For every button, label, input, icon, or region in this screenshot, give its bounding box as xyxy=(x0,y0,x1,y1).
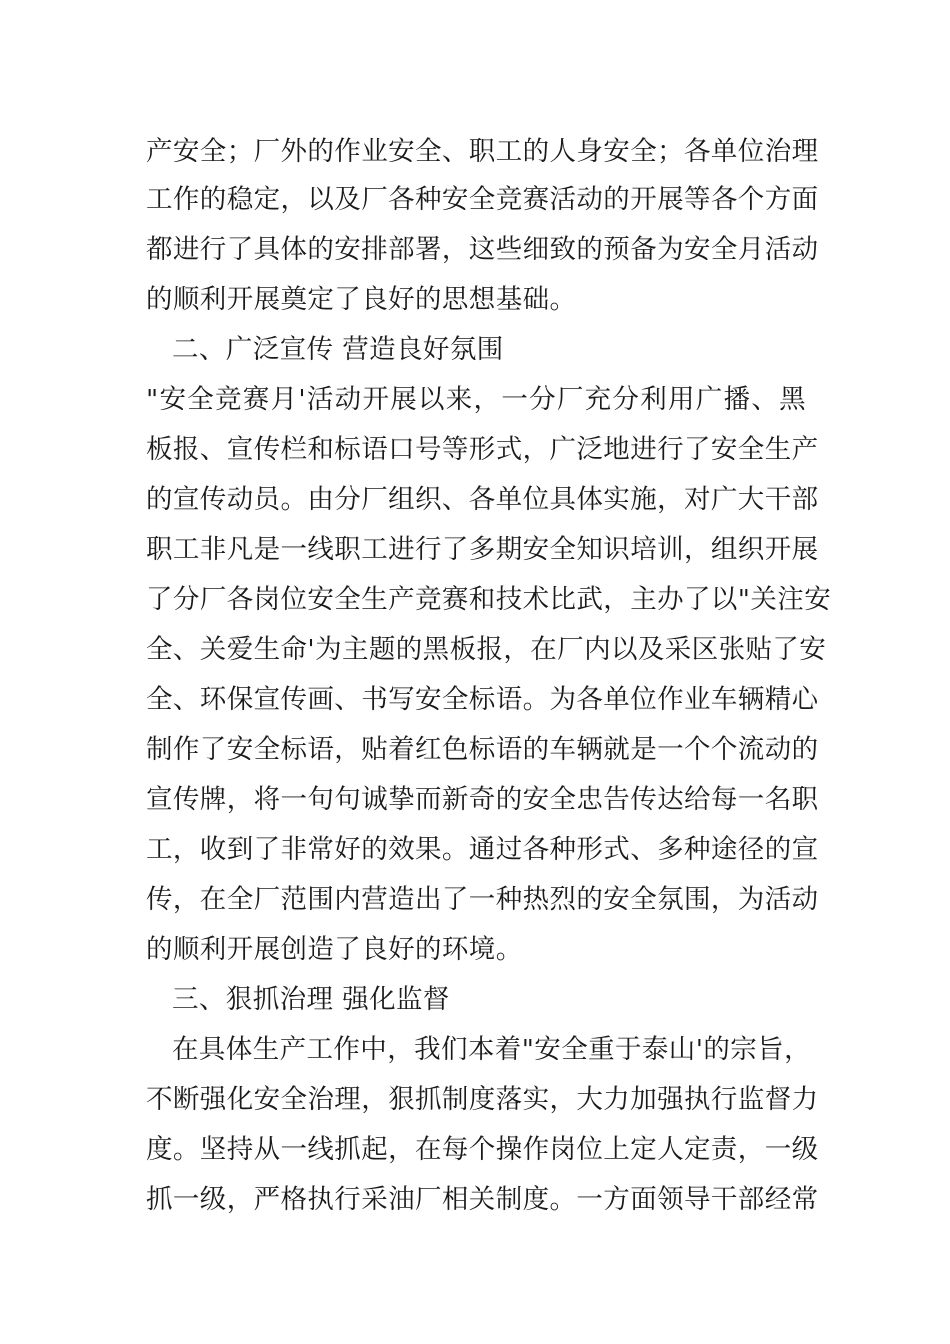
body-text-line: 都进行了具体的安排部署，这些细致的预备为安全月活动 xyxy=(146,234,819,265)
body-text-line: 产安全；厂外的作业安全、职工的人身安全；各单位治理 xyxy=(146,136,819,167)
body-text-line: 工作的稳定，以及厂各种安全竞赛活动的开展等各个方面 xyxy=(146,184,819,215)
body-text-line: 在具体生产工作中，我们本着"安全重于泰山'的宗旨， xyxy=(172,1034,811,1065)
section-heading-3: 三、狠抓治理 强化监督 xyxy=(172,984,450,1015)
body-text-line: 了分厂各岗位安全生产竞赛和技术比武，主办了以"关注安 xyxy=(146,584,832,615)
section-heading-2: 二、广泛宣传 营造良好氛围 xyxy=(172,334,504,365)
body-text-line: 板报、宣传栏和标语口号等形式，广泛地进行了安全生产 xyxy=(146,434,819,465)
body-text-line: 制作了安全标语，贴着红色标语的车辆就是一个个流动的 xyxy=(146,734,819,765)
body-text-line: 全、环保宣传画、书写安全标语。为各单位作业车辆精心 xyxy=(146,684,819,715)
body-text-line: 宣传牌，将一句句诚挚而新奇的安全忠告传达给每一名职 xyxy=(146,784,819,815)
body-text-line: 全、关爱生命'为主题的黑板报，在厂内以及采区张贴了安 xyxy=(146,634,827,665)
body-text-line: 工，收到了非常好的效果。通过各种形式、多种途径的宣 xyxy=(146,834,819,865)
body-text-line: 度。坚持从一线抓起，在每个操作岗位上定人定责，一级 xyxy=(146,1134,819,1165)
body-text-line: 职工非凡是一线职工进行了多期安全知识培训，组织开展 xyxy=(146,534,819,565)
body-text-line: 不断强化安全治理，狠抓制度落实，大力加强执行监督力 xyxy=(146,1084,819,1115)
body-text-line: 的顺利开展奠定了良好的思想基础。 xyxy=(146,284,577,315)
body-text-line: 传，在全厂范围内营造出了一种热烈的安全氛围，为活动 xyxy=(146,884,819,915)
body-text-line: 的顺利开展创造了良好的环境。 xyxy=(146,934,523,965)
body-text-line: 的宣传动员。由分厂组织、各单位具体实施，对广大干部 xyxy=(146,484,819,515)
body-text-line: "安全竞赛月'活动开展以来，一分厂充分利用广播、黑 xyxy=(146,384,806,415)
body-text-line: 抓一级，严格执行采油厂相关制度。一方面领导干部经常 xyxy=(146,1184,819,1215)
